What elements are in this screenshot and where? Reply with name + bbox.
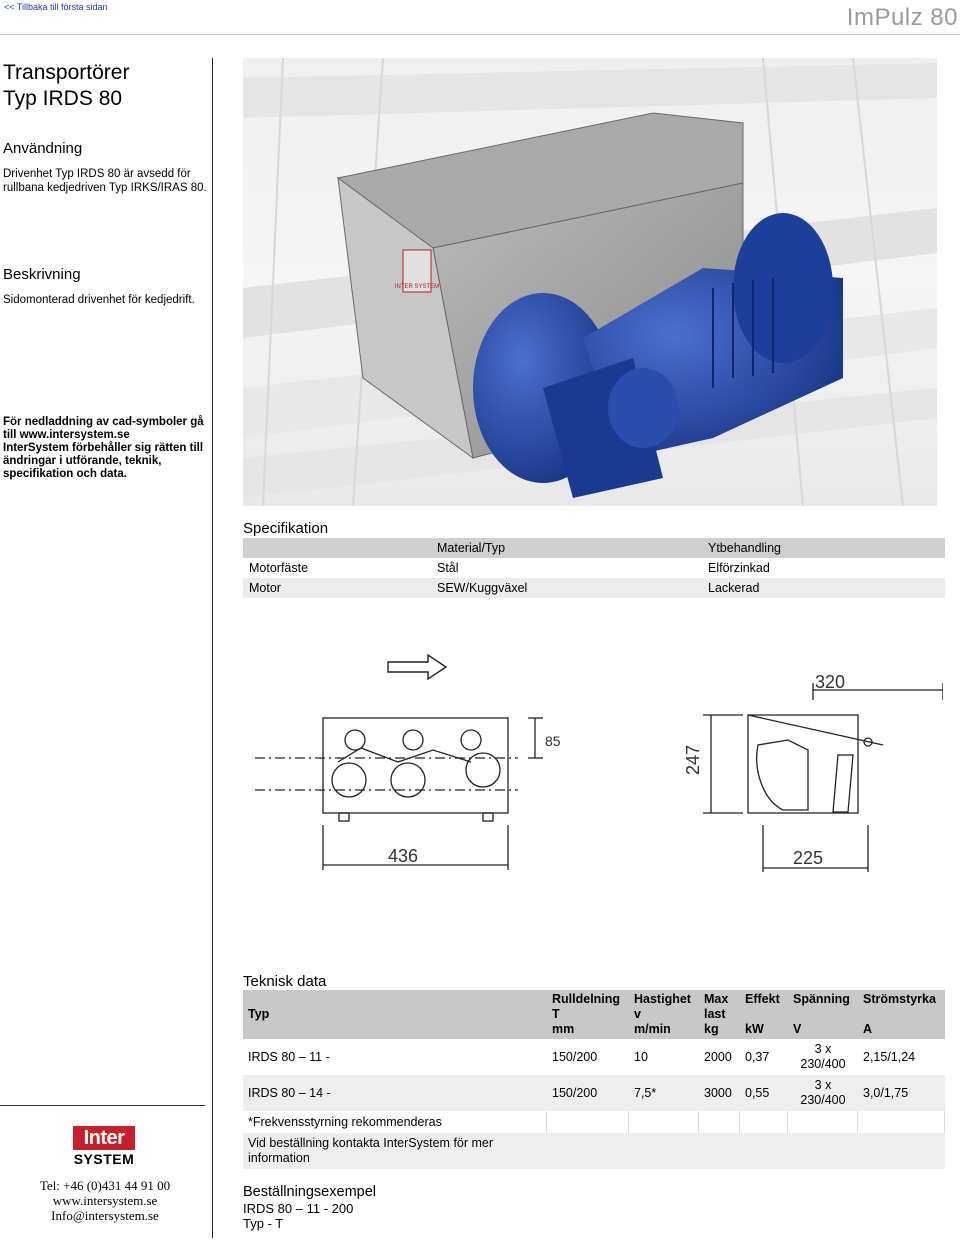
row-current: 2,15/1,24 <box>863 1049 916 1064</box>
row-power: 0,37 <box>745 1049 770 1064</box>
col-power-header <box>740 990 788 1039</box>
logo-divider <box>0 1105 205 1106</box>
contact-block <box>0 1178 210 1223</box>
row-speed: 7,5* <box>629 1075 699 1111</box>
col-speed-header <box>629 990 699 1039</box>
empty-cell <box>699 1111 740 1133</box>
brand-name: ImPulz 80 <box>846 4 958 31</box>
order-example-heading: Beställningsexempel <box>243 1184 376 1200</box>
col-current-line2 <box>863 1007 940 1022</box>
header-divider <box>0 34 960 35</box>
empty-cell <box>547 1133 629 1169</box>
dim-height-right-label: 247 <box>683 744 703 775</box>
notes-line1: För nedladdning av cad-symboler gå <box>3 416 204 428</box>
spec-cell: Motorfäste <box>249 561 309 575</box>
row-pitch: 150/200 <box>547 1075 629 1111</box>
col-voltage-line3: V <box>793 1022 802 1036</box>
empty-cell <box>788 1133 858 1169</box>
col-power-line1: Effekt <box>745 992 780 1006</box>
row-speed: 10 <box>634 1049 648 1064</box>
dim-height-left-label: 85 <box>545 733 561 749</box>
col-load-line2: last <box>704 1007 726 1021</box>
spec-cell: Stål <box>437 561 459 575</box>
technical-table <box>243 990 945 1169</box>
contact-email[interactable]: Info@intersystem.se <box>51 1208 159 1223</box>
contact-web[interactable]: www.intersystem.se <box>52 1193 158 1208</box>
empty-cell <box>699 1133 740 1169</box>
col-current-header <box>858 990 945 1039</box>
col-pitch-line1: Rulldelning <box>552 992 621 1006</box>
spec-header-cell: Material/Typ <box>431 538 702 558</box>
table-row <box>243 558 945 578</box>
dim-top-label: 320 <box>815 672 846 692</box>
product-photo <box>243 58 937 506</box>
spec-header-cell: Ytbehandling <box>702 538 945 558</box>
row-pitch: 150/200 <box>552 1049 598 1064</box>
front-view <box>255 718 561 870</box>
order-note-text <box>243 1133 547 1169</box>
col-current-line3: A <box>863 1022 873 1036</box>
col-voltage-line1: Spänning <box>793 992 850 1006</box>
specification-heading: Specifikation <box>243 520 329 537</box>
contact-phone: Tel: +46 (0)431 44 91 00 <box>39 1178 171 1193</box>
col-pitch-header <box>547 990 629 1039</box>
order-example <box>243 1183 376 1231</box>
spec-cell: SEW/Kuggväxel <box>431 578 702 598</box>
col-speed-line2: v <box>634 1007 641 1021</box>
side-view <box>683 672 943 872</box>
col-voltage-header <box>788 990 858 1039</box>
empty-cell <box>629 1133 699 1169</box>
empty-cell <box>547 1111 629 1133</box>
dim-bottom-right-label: 225 <box>793 848 824 868</box>
row-load: 2000 <box>704 1049 732 1064</box>
row-type: IRDS 80 – 11 - <box>248 1049 330 1064</box>
notes-block <box>3 416 204 481</box>
usage-text-line2: rullbana kedjedriven Typ IRKS/IRAS 80. <box>3 182 207 194</box>
row-voltage-line1: 3 x <box>814 1042 832 1056</box>
col-type-header: Typ <box>243 990 547 1039</box>
logo-bottom: SYSTEM <box>73 1151 135 1167</box>
notes-line5: specifikation och data. <box>3 468 127 480</box>
direction-arrow-icon <box>388 655 446 679</box>
back-to-first-page-link[interactable]: << Tillbaka till första sidan <box>4 2 108 12</box>
empty-cell <box>858 1111 945 1133</box>
dim-width-label: 436 <box>387 846 419 866</box>
page-title <box>3 60 129 112</box>
spec-cell: Elförzinkad <box>708 561 770 575</box>
table-row <box>243 1039 945 1075</box>
col-speed-line3: m/min <box>634 1022 671 1036</box>
empty-cell <box>629 1111 699 1133</box>
row-voltage-line2: 230/400 <box>800 1057 846 1071</box>
notes-line3: InterSystem förbehåller sig rätten till <box>3 442 204 454</box>
table-row <box>243 1075 945 1111</box>
technical-drawing <box>243 650 943 880</box>
row-load: 3000 <box>699 1075 740 1111</box>
order-example-line2: Typ - T <box>243 1216 284 1231</box>
col-load-line3: kg <box>704 1022 719 1036</box>
order-note-row <box>243 1133 945 1169</box>
usage-text <box>3 167 207 195</box>
order-note-line1: Vid beställning kontakta InterSystem för mer <box>248 1136 494 1150</box>
col-pitch-line2: T <box>552 1007 560 1021</box>
col-load-line1: Max <box>704 992 729 1006</box>
spec-cell: Motor <box>243 578 431 598</box>
page-title-line1: Transportörer <box>3 61 130 84</box>
col-power-line2 <box>745 1007 783 1022</box>
empty-cell <box>858 1133 945 1169</box>
empty-cell <box>740 1111 788 1133</box>
order-note-line2: information <box>248 1151 310 1165</box>
usage-heading: Användning <box>3 140 83 157</box>
col-current-line1: Strömstyrka <box>863 992 936 1006</box>
notes-line2: till www.intersystem.se <box>3 429 130 441</box>
footnote-text: *Frekvensstyrning rekommenderas <box>243 1111 547 1133</box>
col-power-line3: kW <box>745 1022 764 1036</box>
description-heading: Beskrivning <box>3 266 81 283</box>
row-current: 3,0/1,75 <box>858 1075 945 1111</box>
spec-cell: Lackerad <box>702 578 945 598</box>
specification-header-row <box>243 538 945 558</box>
row-voltage-line1: 3 x <box>814 1078 832 1092</box>
page-title-line2: Typ IRDS 80 <box>3 87 123 110</box>
row-power: 0,55 <box>740 1075 788 1111</box>
notes-line4: ändringar i utförande, teknik, <box>3 455 162 467</box>
row-voltage <box>788 1075 858 1111</box>
housing-label: INTER SYSTEM <box>394 284 440 290</box>
technical-header-row <box>243 990 945 1039</box>
intersystem-logo <box>73 1126 135 1170</box>
row-voltage <box>788 1039 858 1075</box>
usage-text-line1: Drivenhet Typ IRDS 80 är avsedd för <box>3 168 191 180</box>
description-text: Sidomonterad drivenhet för kedjedrift. <box>3 294 195 306</box>
order-example-line1: IRDS 80 – 11 - 200 <box>243 1201 354 1216</box>
empty-cell <box>788 1111 858 1133</box>
col-voltage-line2 <box>793 1007 853 1022</box>
col-load-header <box>699 990 740 1039</box>
footnote-row <box>243 1111 945 1133</box>
table-row <box>243 578 945 598</box>
column-divider <box>212 58 213 1238</box>
empty-cell <box>740 1133 788 1169</box>
row-voltage-line2: 230/400 <box>800 1093 846 1107</box>
col-speed-line1: Hastighet <box>634 992 691 1006</box>
logo-top: Inter <box>73 1126 135 1150</box>
row-type: IRDS 80 – 14 - <box>243 1075 547 1111</box>
col-pitch-line3: mm <box>552 1022 575 1036</box>
spec-header-cell <box>243 538 431 558</box>
technical-heading: Teknisk data <box>243 973 327 990</box>
specification-table <box>243 538 945 598</box>
